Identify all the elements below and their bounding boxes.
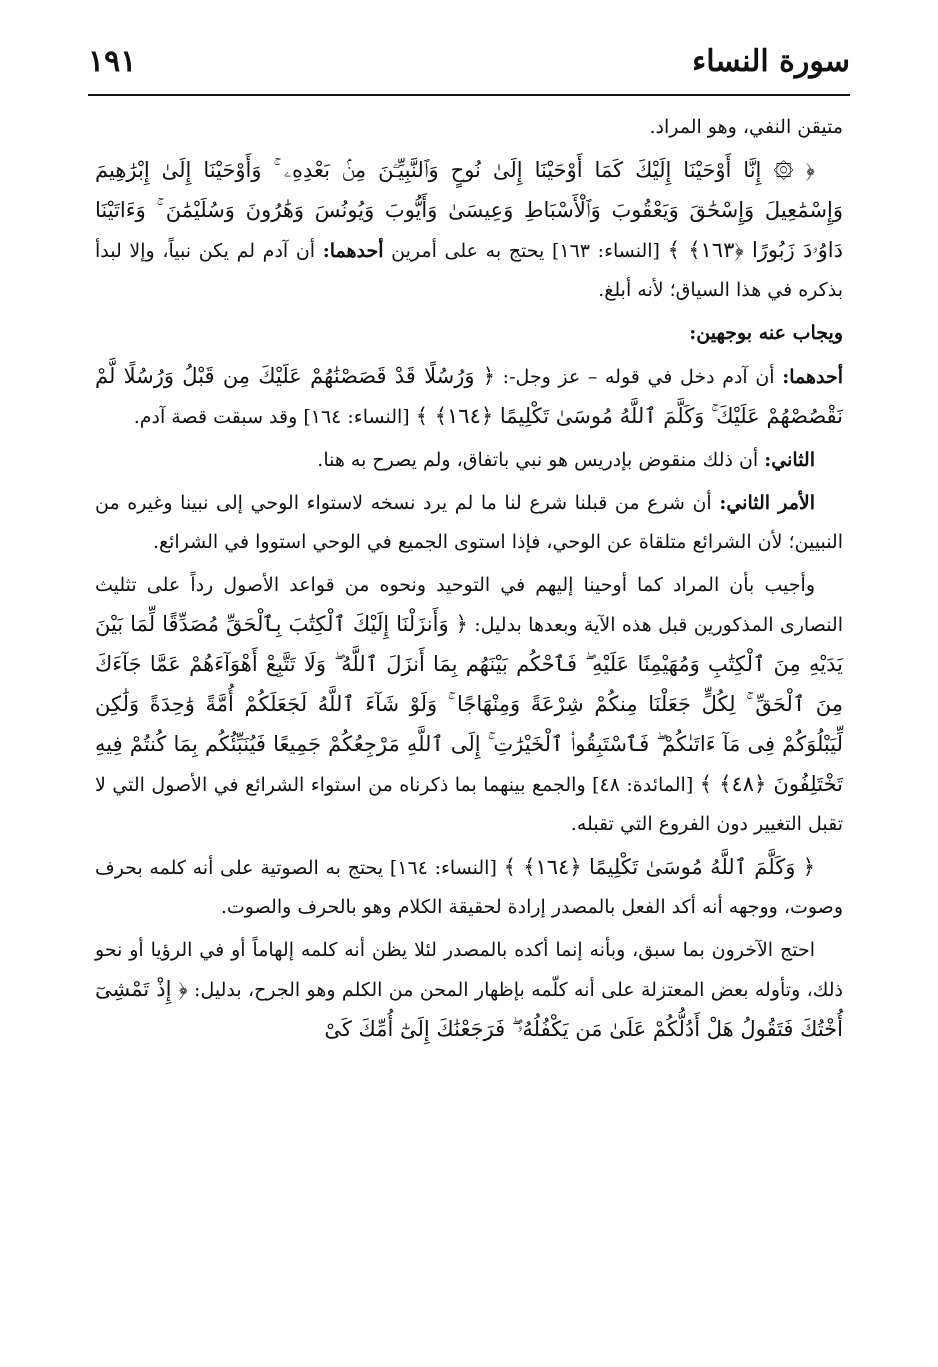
quran-verse: ﴿ وَأَنزَلْنَا إِلَيْكَ ٱلْكِتَٰبَ بِٱلْحَقِّ مُصَدِّقًا لِّمَا بَيْنَ يَدَيْهِ مِنَ ٱلْكِتَٰبِ وَمُهَيْمِنًا عَلَيْهِ ۖ فَٱحْكُم بَيْنَهُم بِمَا أَنزَلَ ٱللَّهُ ۖ وَلَا تَتَّبِعْ أَهْوَآءَهُمْ عَمَّا جَآءَكَ مِنَ ٱلْحَقِّ ۚ لِكُلٍّ جَعَلْنَا مِنكُمْ شِرْعَةً وَمِنْهَاجًا ۚ وَلَوْ شَآءَ ٱللَّهُ لَجَعَلَكُمْ أُمَّةً وَٰحِدَةً وَلَٰكِن لِّيَبْلُوَكُمْ فِى مَآ ءَاتَىٰكُمْ ۖ فَٱسْتَبِقُوا۟ ٱلْخَيْرَٰتِ ۚ إِلَى ٱللَّهِ مَرْجِعُكُمْ جَمِيعًا فَيُنَبِّئُكُم بِمَا كُنتُمْ فِيهِ تَخْتَلِفُونَ ﴿٤٨﴾ ﴾ — [95, 612, 843, 796]
body-text: احتج الآخرون بما سبق، وبأنه إنما أكده بالمصدر لئلا يظن أنه كلمه إلهاماً أو في الرؤيا أو نحو ذلك، وتأوله بعض المعتزلة على أنه كلّمه بإظهار المحن من الكلم وهو الجرح، بدليل: — [95, 939, 843, 1001]
body-text: [النساء: ١٦٤] يحتج به الصوتية على أنه كلمه بحرف وصوت، ووجهه أنه أكد الفعل بالمصدر إرادة لحقيقة الكلام وهو بالحرف والصوت. — [95, 857, 843, 918]
paragraph — [95, 484, 843, 562]
paragraph — [95, 314, 843, 353]
body-text: [المائدة: ٤٨] والجمع بينهما بما ذكرناه من استواء الشرائع في الأصول التي لا تقبل التغيير دون الفروع التي تقبله. — [95, 774, 843, 835]
bold-heading: أحدهما: — [782, 366, 843, 388]
paragraph — [95, 848, 843, 927]
quran-verse: ﴿ إِذْ تَمْشِىٓ أُخْتُكَ فَتَقُولُ هَلْ أَدُلُّكُمْ عَلَىٰ مَن يَكْفُلُهُۥ ۖ فَرَجَعْنَٰكَ إِلَىٰٓ أُمِّكَ كَىْ — [95, 977, 843, 1041]
body-text: [النساء: ١٦٤] وقد سبقت قصة آدم. — [133, 406, 416, 428]
body-text: وأجيب بأن المراد كما أوحينا إليهم في التوحيد ونحوه من قواعد الأصول رداً على تثليث النصارى المذكورين قبل هذه الآية وبعدها بدليل: — [95, 574, 843, 636]
page-body — [95, 108, 843, 1054]
paragraph — [95, 931, 843, 1050]
body-text: أن ذلك منقوض بإدريس هو نبي باتفاق، ولم يصرح به هنا. — [317, 449, 765, 471]
page-number: ١٩١ — [88, 44, 137, 79]
quran-verse: ﴿ وَكَلَّمَ ٱللَّهُ مُوسَىٰ تَكْلِيمًا ﴿١٦٤﴾ ﴾ — [503, 855, 816, 879]
body-text: أن شرع من قبلنا شرع لنا ما لم يرد نسخه لاستواء الوحي إلى نبينا وغيره من النبيين؛ لأن الشرائع متلقاة عن الوحي، فإذا استوى الجميع في الوحي استووا في الشرائع. — [95, 492, 843, 553]
body-text: متيقن النفي، وهو المراد. — [649, 116, 843, 138]
paragraph — [95, 151, 843, 310]
header-divider — [88, 94, 850, 96]
body-text: [النساء: ١٦٣] يحتج به على أمرين — [383, 240, 668, 262]
quran-verse: ﴿ ۞ إِنَّا أَوْحَيْنَا إِلَيْكَ كَمَا أَوْحَيْنَا إِلَىٰ نُوحٍ وَٱلنَّبِيِّـۧنَ مِنۢ بَعْدِهِۦ ۚ وَأَوْحَيْنَا إِلَىٰ إِبْرَٰهِيمَ وَإِسْمَٰعِيلَ وَإِسْحَٰقَ وَيَعْقُوبَ وَٱلْأَسْبَاطِ وَعِيسَىٰ وَأَيُّوبَ وَيُونُسَ وَهَٰرُونَ وَسُلَيْمَٰنَ ۚ وَءَاتَيْنَا دَاوُۥدَ زَبُورًا ﴿١٦٣﴾ ﴾ — [95, 158, 843, 262]
bold-heading: أحدهما: — [322, 240, 384, 262]
bold-heading: الأمر الثاني: — [719, 492, 815, 514]
paragraph — [95, 108, 843, 147]
body-text: أن آدم لم يكن نبياً، وإلا لبدأ بذكره في هذا السياق؛ لأنه أبلغ. — [95, 240, 843, 301]
paragraph — [95, 357, 843, 437]
paragraph — [95, 566, 843, 844]
surah-title: سورة النساء — [692, 44, 850, 79]
paragraph — [95, 441, 843, 480]
quran-verse: ﴿ وَرُسُلًا قَدْ قَصَصْنَٰهُمْ عَلَيْكَ مِن قَبْلُ وَرُسُلًا لَّمْ نَقْصُصْهُمْ عَلَيْكَ ۚ وَكَلَّمَ ٱللَّهُ مُوسَىٰ تَكْلِيمًا ﴿١٦٤﴾ ﴾ — [95, 364, 843, 428]
bold-heading: الثاني: — [764, 449, 815, 471]
bold-heading: ويجاب عنه بوجهين: — [689, 322, 843, 344]
page-header — [88, 40, 850, 94]
body-text: أن آدم دخل في قوله – عز وجل-: — [495, 366, 783, 388]
